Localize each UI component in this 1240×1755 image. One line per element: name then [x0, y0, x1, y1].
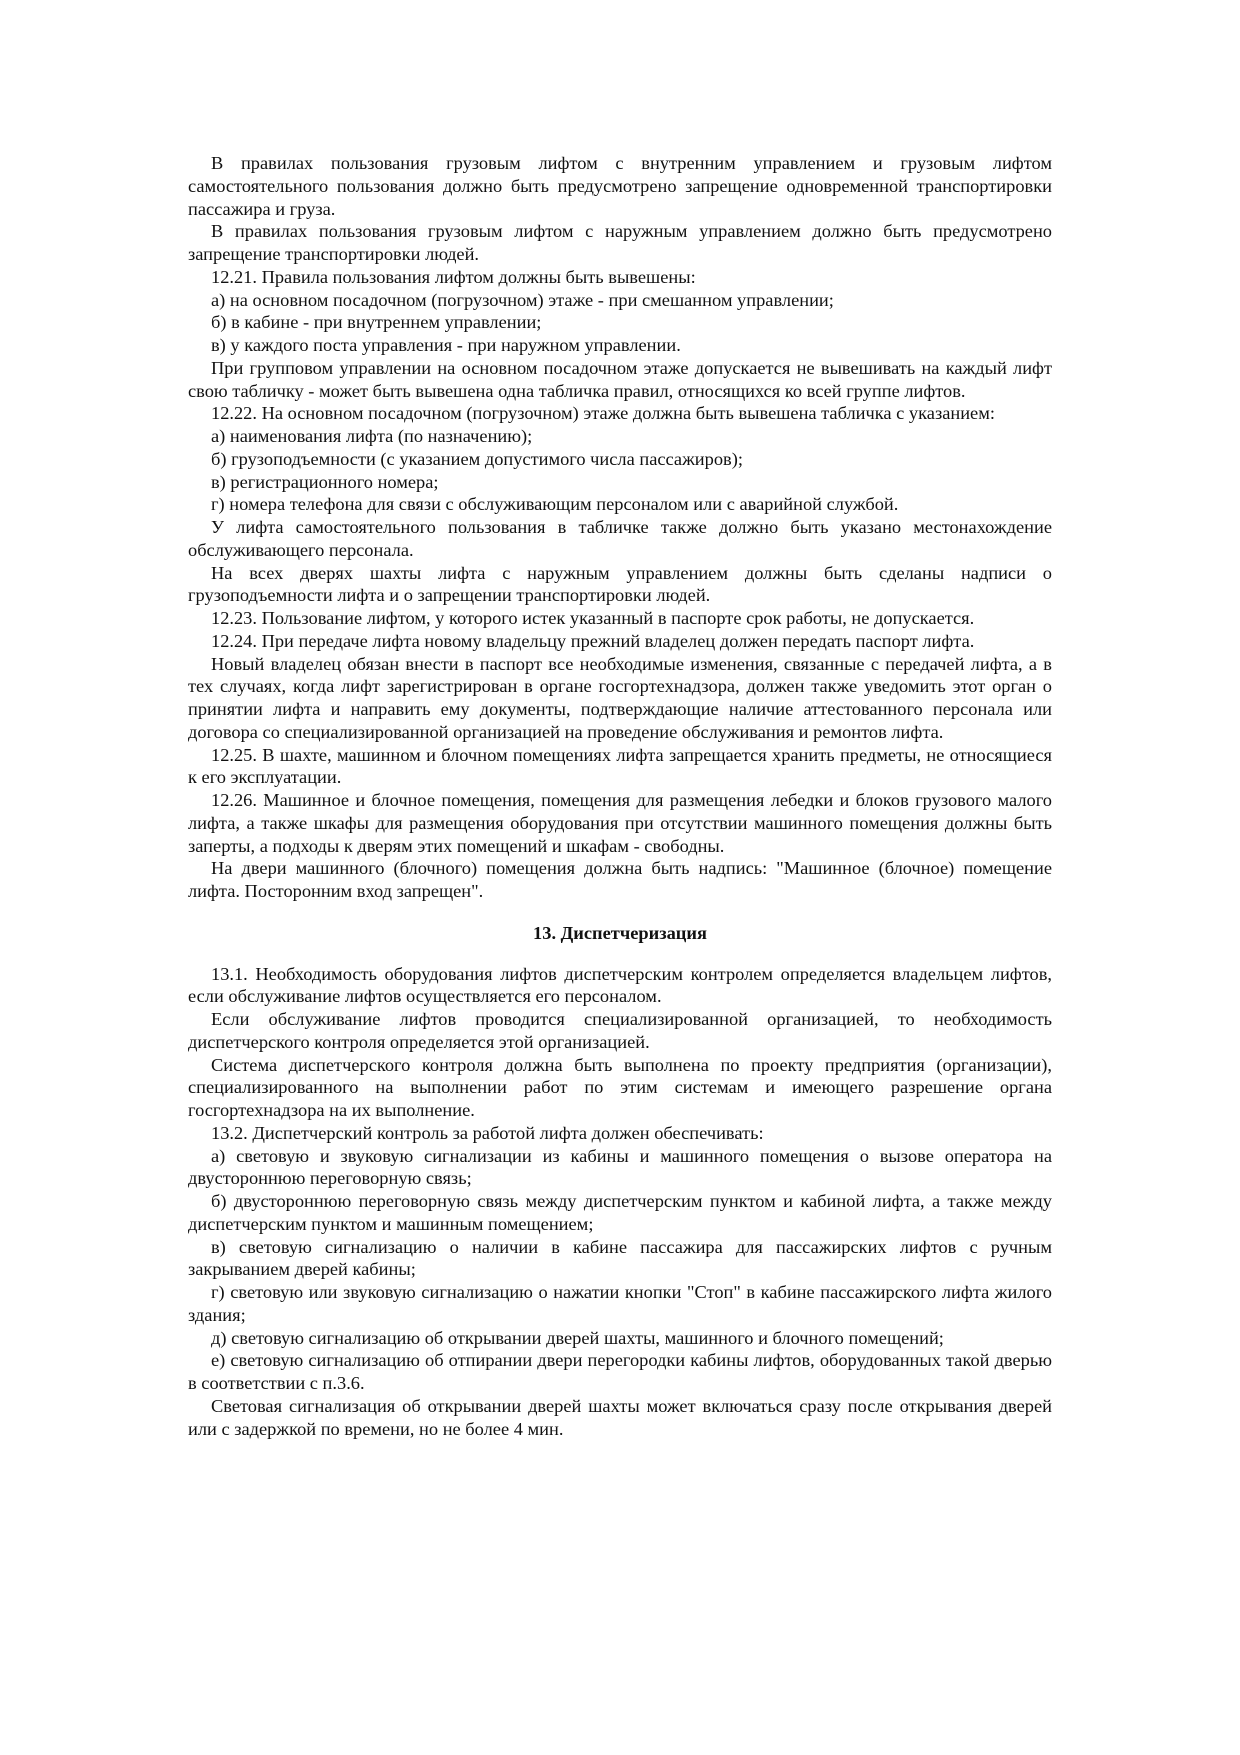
list-item: г) номера телефона для связи с обслуживающим персоналом или с аварийной службой.: [211, 494, 899, 515]
list-item: д) световую сигнализацию об открывании дверей шахты, машинного и блочного помещений;: [211, 1327, 944, 1348]
paragraph: 12.21. Правила пользования лифтом должны быть вывешены:: [211, 266, 696, 287]
list-item: б) грузоподъемности (с указанием допустимого числа пассажиров);: [211, 448, 743, 469]
list-item: в) у каждого поста управления - при наружном управлении.: [211, 335, 681, 355]
paragraph: 12.22. На основном посадочном (погрузочном) этаже должна быть вывешена табличка с указанием:: [211, 403, 995, 424]
list-item: а) на основном посадочном (погрузочном) этаже - при смешанном управлении;: [211, 289, 834, 310]
paragraph: На всех дверях шахты лифта с наружным управлением должны быть сделаны надписи о грузоподъемности лифта и о запрещении транспортировки людей.: [188, 562, 1052, 606]
list-item: а) наименования лифта (по назначению);: [211, 426, 533, 446]
list-item: б) двустороннюю переговорную связь между диспетчерским пунктом и кабиной лифта, а также между диспетчерским пунктом и машинным помещением;: [188, 1191, 1052, 1234]
paragraph: 13.2. Диспетчерский контроль за работой лифта должен обеспечивать:: [211, 1122, 764, 1143]
paragraph: Система диспетчерского контроля должна быть выполнена по проекту предприятия (организации), специализированного на выполнении работ по этим системам и имеющего разрешение органа госгортехнадзора на их выполнение.: [188, 1054, 1052, 1120]
list-item: в) регистрационного номера;: [211, 471, 439, 492]
list-item: а) световую и звуковую сигнализации из кабины и машинного помещения о вызове оператора на двустороннюю переговорную связь;: [188, 1145, 1052, 1189]
paragraph: Новый владелец обязан внести в паспорт все необходимые изменения, связанные с передачей лифта, а в тех случаях, когда лифт зарегистрирован в органе госгортехнадзора, должен также уведомить этот орган о принятии лифта и направить ему документы, подтверждающие наличие аттестованного персонала или договора со специализированной организацией на проведение обслуживания и ремонтов лифта.: [188, 653, 1052, 742]
section-heading: 13. Диспетчеризация: [533, 922, 707, 943]
paragraph: При групповом управлении на основном посадочном этаже допускается не вывешивать на каждый лифт свою табличку - может быть вывешена одна табличка правил, относящихся ко всей группе лифтов.: [188, 357, 1052, 401]
list-item: г) световую или звуковую сигнализацию о нажатии кнопки "Стоп" в кабине пассажирского лифта жилого здания;: [188, 1282, 1052, 1325]
paragraph: В правилах пользования грузовым лифтом с внутренним управлением и грузовым лифтом самостоятельного пользования должно быть предусмотрено запрещение одновременной транспортировки пассажира и груза.: [188, 153, 1052, 219]
list-item: е) световую сигнализацию об отпирании двери перегородки кабины лифтов, оборудованных такой дверью в соответствии с п.3.6.: [188, 1350, 1052, 1393]
paragraph: 12.24. При передаче лифта новому владельцу прежний владелец должен передать паспорт лифта.: [211, 630, 975, 651]
list-item: в) световую сигнализацию о наличии в кабине пассажира для пассажирских лифтов с ручным закрыванием дверей кабины;: [188, 1236, 1052, 1280]
paragraph: Если обслуживание лифтов проводится специализированной организацией, то необходимость диспетчерского контроля определяется этой организацией.: [188, 1009, 1052, 1052]
section-13-text: [188, 963, 1052, 1441]
paragraph: 12.23. Пользование лифтом, у которого истек указанный в паспорте срок работы, не допускается.: [211, 608, 975, 628]
paragraph: Световая сигнализация об открывании дверей шахты может включаться сразу после открывания дверей или с задержкой по времени, но не более 4 мин.: [188, 1395, 1052, 1439]
list-item: б) в кабине - при внутреннем управлении;: [211, 312, 542, 333]
document-page: [188, 152, 1052, 1440]
paragraph: У лифта самостоятельного пользования в табличке также должно быть указано местонахождение обслуживающего персонала.: [188, 517, 1052, 560]
section-12-text: [188, 152, 1052, 903]
paragraph: На двери машинного (блочного) помещения должна быть надпись: "Машинное (блочное) помещение лифта. Посторонним вход запрещен".: [188, 858, 1052, 901]
paragraph: 12.25. В шахте, машинном и блочном помещениях лифта запрещается хранить предметы, не относящиеся к его эксплуатации.: [188, 744, 1052, 788]
paragraph: 13.1. Необходимость оборудования лифтов диспетчерским контролем определяется владельцем лифтов, если обслуживание лифтов осуществляется его персоналом.: [188, 963, 1052, 1007]
paragraph: В правилах пользования грузовым лифтом с наружным управлением должно быть предусмотрено запрещение транспортировки людей.: [188, 221, 1052, 264]
paragraph: 12.26. Машинное и блочное помещения, помещения для размещения лебедки и блоков грузового малого лифта, а также шкафы для размещения оборудования при отсутствии машинного помещения должны быть заперты, а подходы к дверям этих помещений и шкафам - свободны.: [188, 790, 1052, 856]
